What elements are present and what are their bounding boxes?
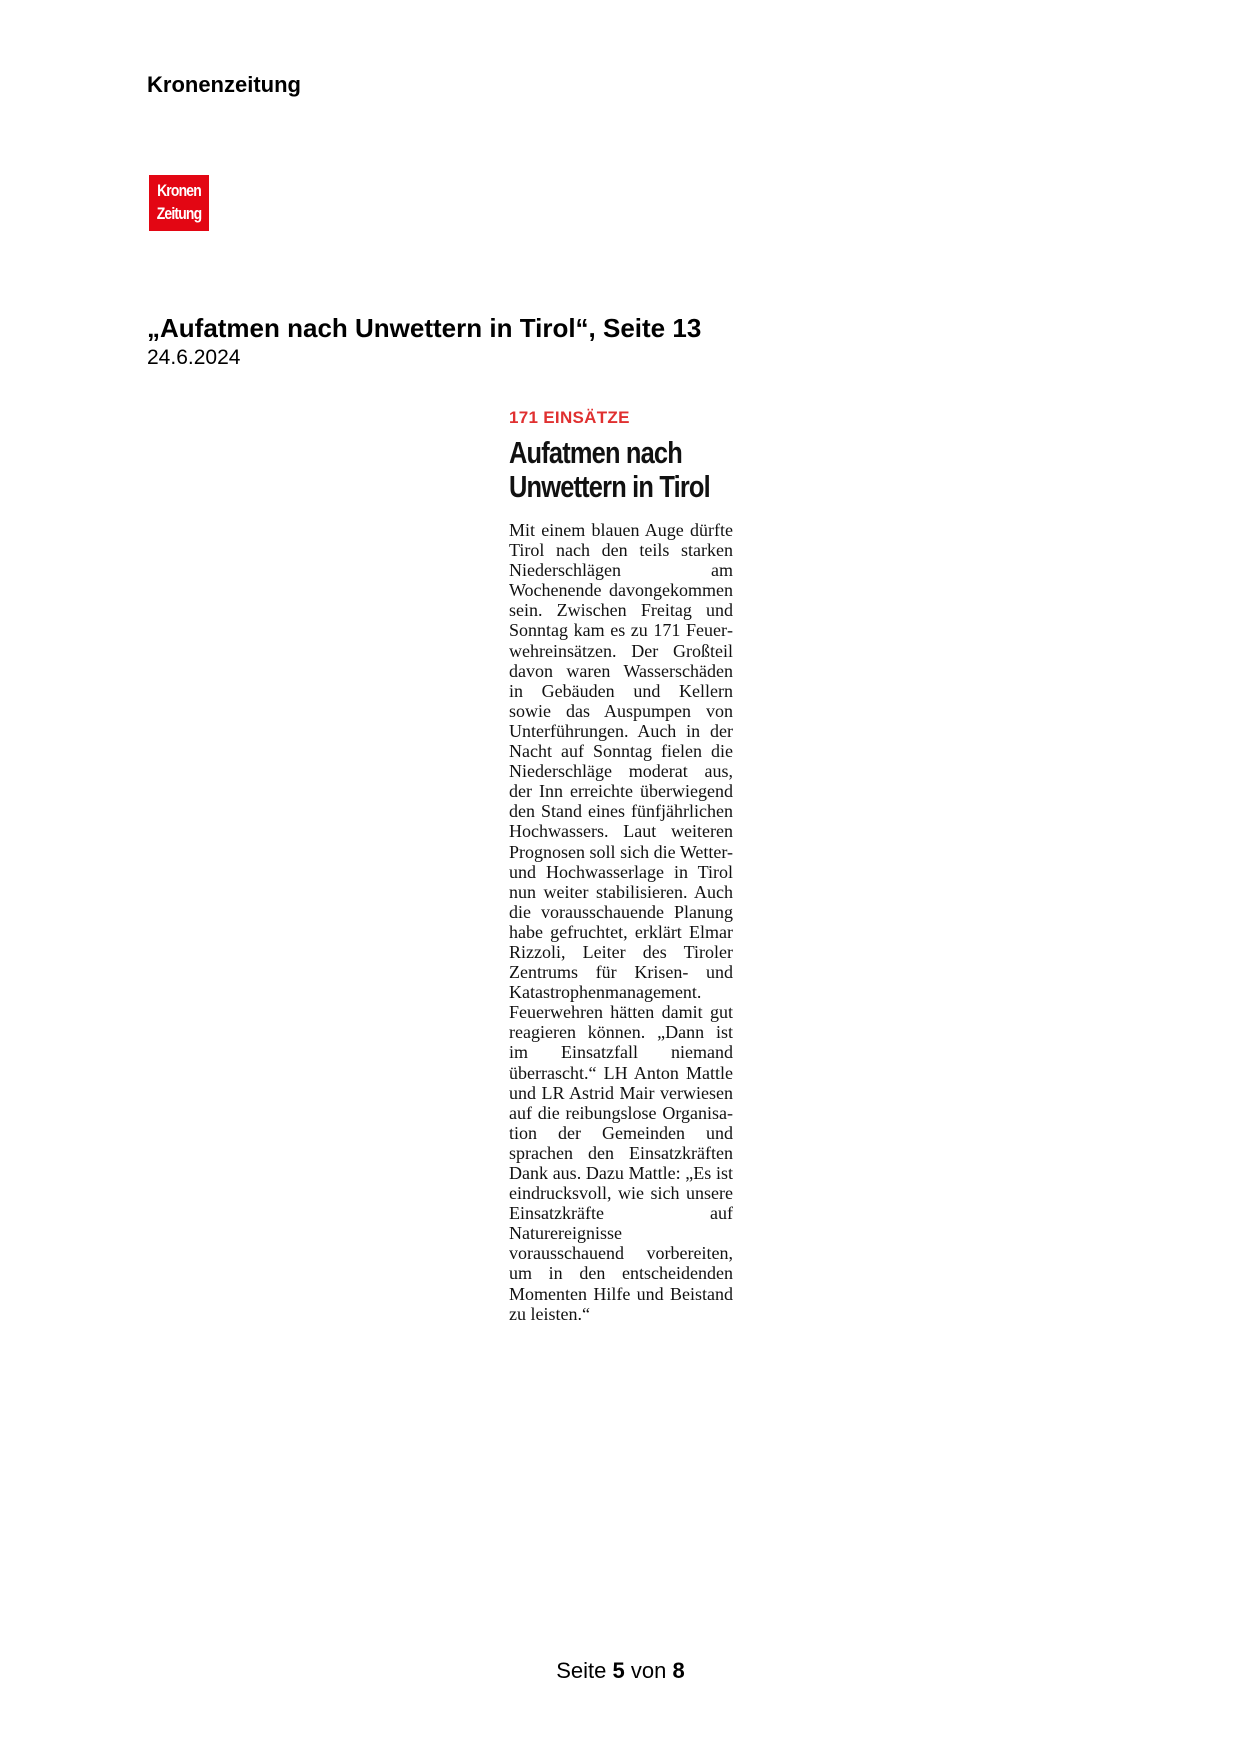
source-label: Kronenzeitung [147,72,301,97]
kronen-zeitung-logo [149,175,209,231]
page-footer [0,1658,1241,1684]
footer-page-number: 5 [612,1658,625,1683]
footer-prefix: Seite [556,1658,607,1683]
logo-line-1: Kronen [157,181,201,200]
article-title-line-1: Aufatmen nach [509,435,682,470]
newspaper-clipping [509,408,733,1324]
article-reference: „Aufatmen nach Unwettern in Tirol“, Seite 13 [147,313,702,343]
article-date: 24.6.2024 [147,346,241,369]
logo-line-2: Zeitung [156,204,202,223]
article-body: Mit einem blauen Auge dürfte Tirol nach den teils starken Niederschlägen am Wochenende davongekommen sein. Zwischen Freitag und Sonntag kam es zu 171 Feuerwehreinsätzen. Der Großteil davon waren Wasserschäden in Gebäuden und Kellern sowie das Auspumpen von Unterführungen. Auch in der Nacht auf Sonntag fielen die Niederschläge moderat aus, der Inn erreichte überwiegend den Stand eines fünfjährlichen Hochwassers. Laut weiteren Prognosen soll sich die Wetter- und Hochwasserlage in Tirol nun weiter stabilisieren. Auch die vorausschauende Planung habe gefruchtet, erklärt Elmar Rizzoli, Leiter des Tiroler Zentrums für Krisen- und Katastrophenmanagement. Feuerwehren hätten damit gut reagieren können. „Dann ist im Einsatzfall niemand überrascht.“ LH Anton Mattle und LR Astrid Mair verwiesen auf die reibungslose Organisation der Gemeinden und sprachen den Einsatzkräften Dank aus. Dazu Mattle: „Es ist eindrucksvoll, wie sich unsere Einsatzkräfte auf Naturereignisse vorausschauend vorbereiten, um in den entscheidenden Momenten Hilfe und Beistand zu leisten.“ [509,520,733,1324]
footer-middle: von [630,1658,667,1683]
article-title [509,436,735,504]
footer-page-total: 8 [672,1658,685,1683]
article-kicker: 171 EINSÄTZE [509,408,630,427]
article-title-line-2: Unwettern in Tirol [509,469,710,504]
